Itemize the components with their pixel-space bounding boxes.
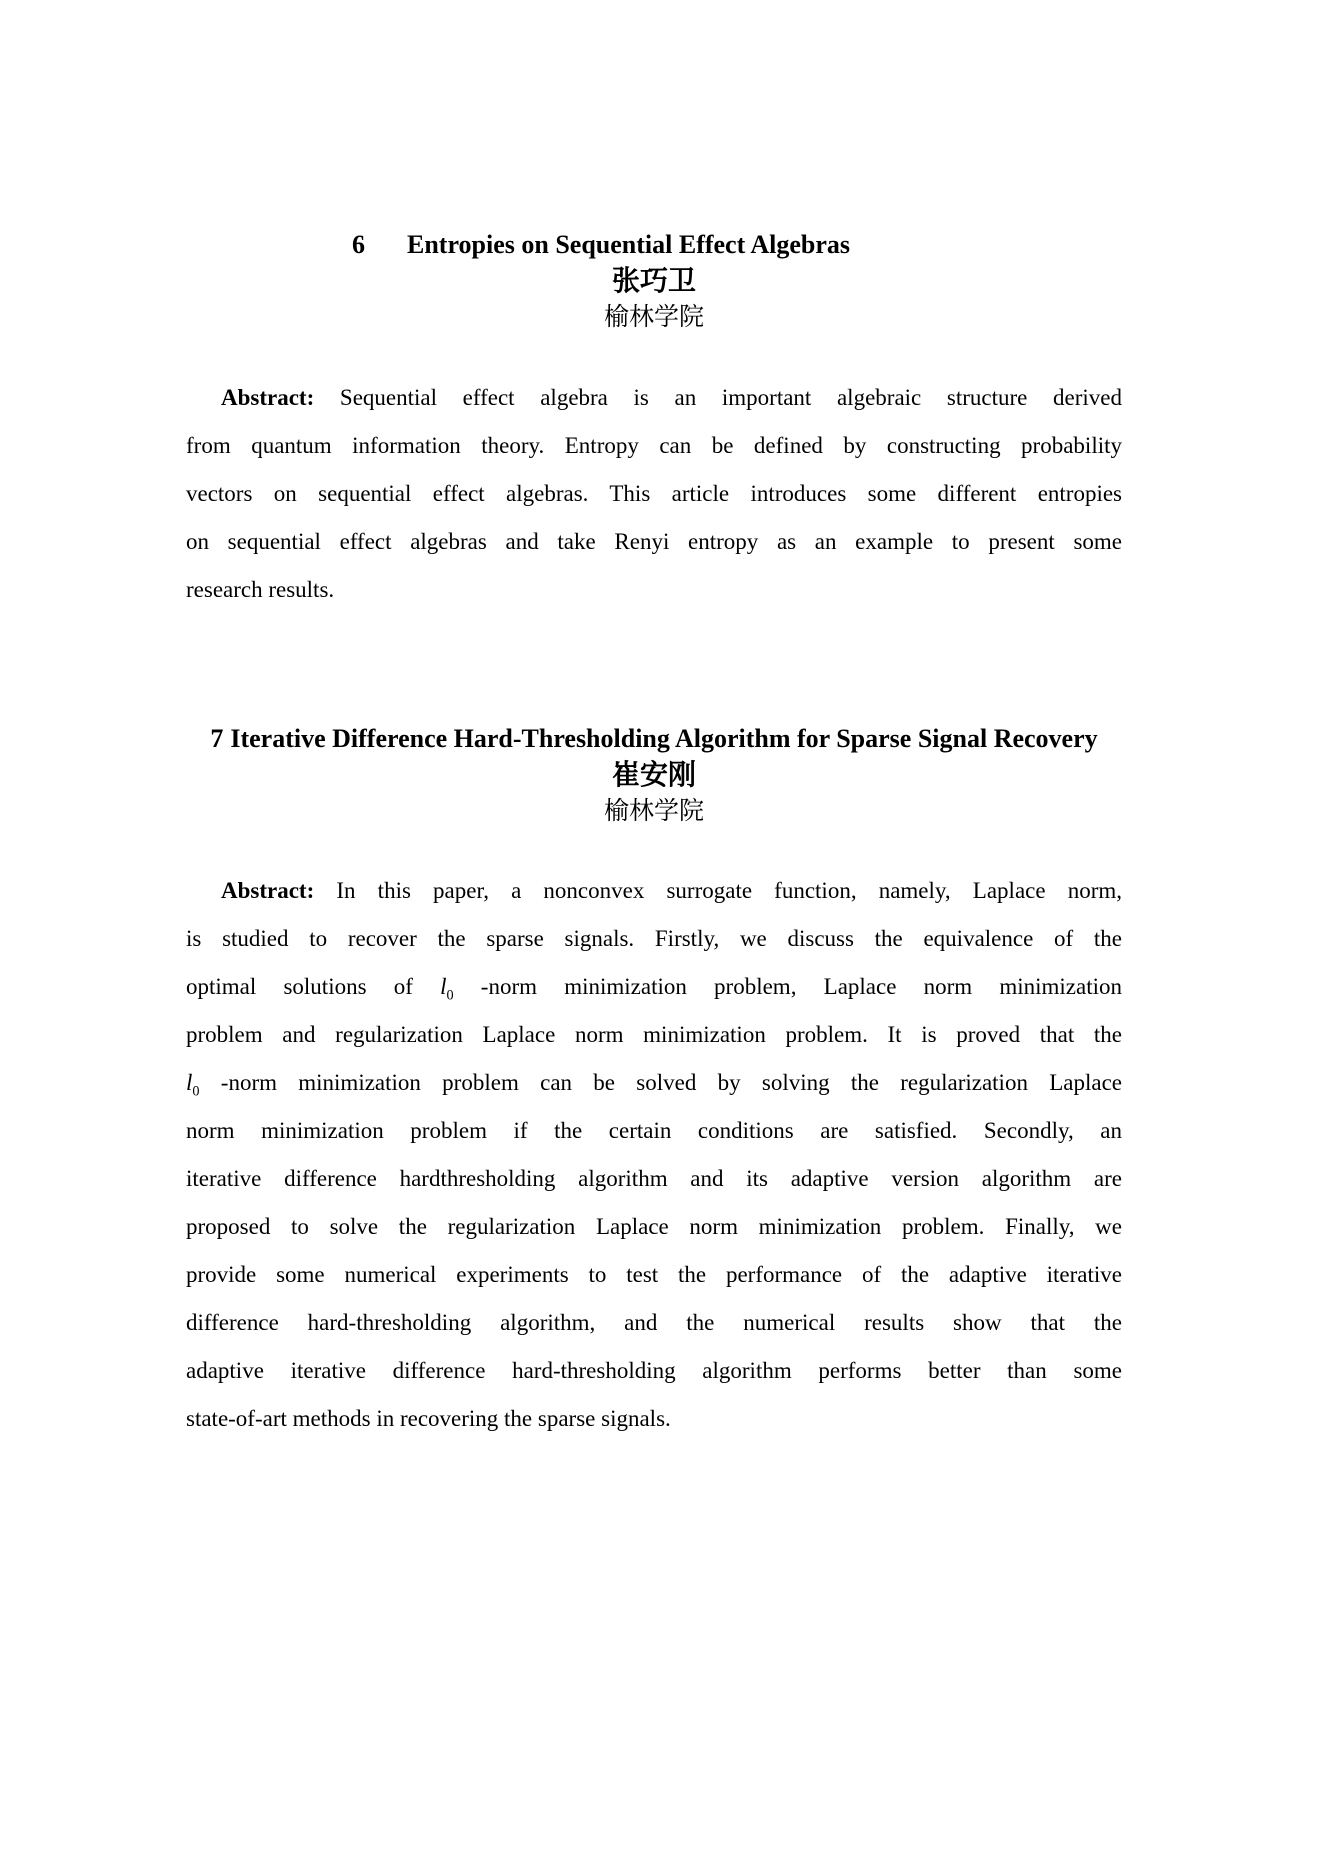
- abstract-line: $l_0$ -norm minimization problem can be solved by solving the regularization Laplace: [186, 1070, 1122, 1100]
- abstract-line: state-of-art methods in recovering the sparse signals.: [186, 1406, 671, 1431]
- abstract-line: vectors on sequential effect algebras. This article introduces some different entropies: [186, 481, 1122, 506]
- section-6-abstract: [186, 374, 1122, 614]
- abstract-line: Abstract: Sequential effect algebra is an important algebraic structure derived: [221, 385, 1122, 410]
- section-7-author: 崔安刚: [611, 760, 696, 791]
- section-6-affiliation: 榆林学院: [603, 304, 704, 331]
- section-7-affiliation: 榆林学院: [603, 798, 704, 825]
- abstract-line: iterative difference hardthresholding algorithm and its adaptive version algorithm are: [186, 1166, 1122, 1191]
- math-l0-norm-symbol: $l_0$: [186, 1070, 200, 1100]
- section-6-title: Entropies on Sequential Effect Algebras: [407, 230, 850, 259]
- section-7-title: Iterative Difference Hard-Thresholding Algorithm for Sparse Signal Recovery: [230, 724, 1098, 753]
- section-7-abstract: [186, 867, 1122, 1443]
- abstract-line: Abstract: In this paper, a nonconvex surrogate function, namely, Laplace norm,: [221, 878, 1122, 903]
- section-6-number: 6: [352, 230, 365, 259]
- abstract-line: from quantum information theory. Entropy can be defined by constructing probability: [186, 433, 1122, 458]
- abstract-line: on sequential effect algebras and take Renyi entropy as an example to present some: [186, 529, 1122, 554]
- abstract-line: adaptive iterative difference hard-thresholding algorithm performs better than some: [186, 1358, 1122, 1383]
- abstract-line: is studied to recover the sparse signals. Firstly, we discuss the equivalence of the: [186, 926, 1122, 951]
- section-7-number: 7: [210, 724, 224, 753]
- abstract-label: Abstract:: [221, 385, 315, 410]
- text-block: [186, 0, 1122, 1443]
- abstract-line: norm minimization problem if the certain conditions are satisfied. Secondly, an: [186, 1118, 1122, 1143]
- abstract-line: difference hard-thresholding algorithm, and the numerical results show that the: [186, 1310, 1122, 1335]
- section-6-heading: [133, 228, 1069, 262]
- math-l0-norm-symbol: $l_0$: [440, 974, 454, 1004]
- section-6-author: 张巧卫: [611, 266, 696, 297]
- abstract-label: Abstract:: [221, 878, 315, 903]
- abstract-line: provide some numerical experiments to test the performance of the adaptive iterative: [186, 1262, 1122, 1287]
- section-7-heading: [186, 722, 1122, 756]
- abstract-line: proposed to solve the regularization Laplace norm minimization problem. Finally, we: [186, 1214, 1122, 1239]
- abstract-line: research results.: [186, 577, 335, 602]
- abstract-line: problem and regularization Laplace norm minimization problem. It is proved that the: [186, 1022, 1122, 1047]
- abstract-line: optimal solutions of $l_0$ -norm minimization problem, Laplace norm minimization: [186, 974, 1123, 1004]
